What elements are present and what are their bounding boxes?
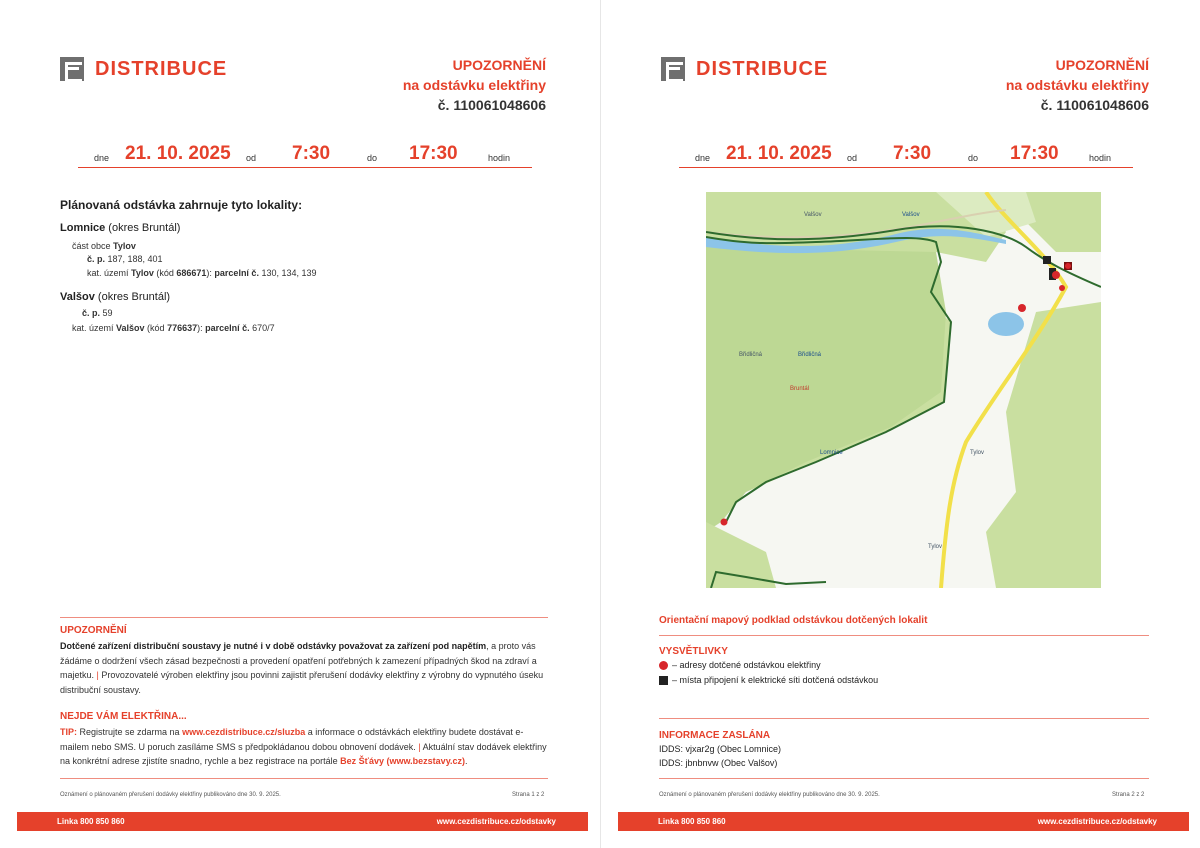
brand-logo — [661, 57, 828, 81]
page-number: Strana 2 z 2 — [1112, 792, 1145, 798]
black-square-icon — [659, 676, 668, 685]
map-caption: Orientační mapový podklad odstávkou dotčených lokalit — [659, 615, 928, 626]
date-line — [679, 143, 1133, 168]
locality-name: Valšov — [60, 291, 95, 303]
localities-heading: Plánovaná odstávka zahrnuje tyto lokality: — [60, 198, 303, 212]
hodin-label: hodin — [488, 153, 511, 163]
locality-detail: č. p. 59 — [82, 308, 113, 318]
notice-header — [1006, 55, 1149, 115]
footer-bar — [17, 812, 588, 831]
footer-url[interactable]: www.cezdistribuce.cz/odstavky — [1037, 817, 1157, 826]
map-label: Břidličná — [739, 352, 763, 358]
map-canvas — [706, 192, 1101, 588]
date-line — [78, 143, 532, 168]
info-line: IDDS: vjxar2g (Obec Lomnice) — [659, 744, 782, 754]
publication-note: Oznámení o plánovaném přerušení dodávky elektřiny publikováno dne 30. 9. 2025. — [60, 792, 281, 798]
od-label: od — [847, 153, 858, 163]
cez-logo-icon — [661, 57, 685, 81]
notice-subtitle: na odstávku elektřiny — [402, 77, 546, 93]
locality-district: (okres Bruntál) — [97, 291, 171, 303]
map-label: Valšov — [902, 212, 920, 218]
footer-phone: Linka 800 850 860 — [57, 817, 125, 826]
locality-detail: část obce Tylov — [72, 241, 136, 251]
footer-url[interactable]: www.cezdistribuce.cz/odstavky — [436, 817, 556, 826]
publication-note: Oznámení o plánovaném přerušení dodávky elektřiny publikováno dne 30. 9. 2025. — [659, 792, 880, 798]
do-label: do — [968, 153, 979, 163]
divider — [60, 778, 548, 779]
warning-title: UPOZORNĚNÍ — [60, 625, 127, 636]
map-label: Bruntál — [790, 386, 810, 392]
notice-title: UPOZORNĚNÍ — [452, 57, 546, 73]
outage-date: 21. 10. 2025 — [726, 143, 832, 164]
time-to: 17:30 — [409, 143, 458, 164]
divider — [659, 635, 1149, 636]
outage-map[interactable] — [706, 192, 1101, 588]
locality-detail: kat. území Valšov (kód 776637): parcelní č. 670/7 — [72, 323, 275, 333]
info-line: IDDS: jbnbnvw (Obec Valšov) — [659, 758, 778, 768]
page-number: Strana 1 z 2 — [512, 792, 545, 798]
time-from: 7:30 — [292, 143, 331, 164]
locality-name: Lomnice — [60, 222, 106, 234]
cez-logo-icon — [60, 57, 84, 81]
map-label: Valšov — [804, 212, 822, 218]
locality-detail: č. p. 187, 188, 401 — [87, 254, 163, 264]
map-label: Tylov — [928, 544, 943, 550]
divider — [659, 718, 1149, 719]
hodin-label: hodin — [1089, 153, 1112, 163]
legend-item-connection: – místa připojení k elektrické síti dotčená odstávkou — [659, 675, 878, 685]
notice-subtitle: na odstávku elektřiny — [1005, 77, 1149, 93]
brand-logo — [60, 57, 227, 81]
no-power-title: NEJDE VÁM ELEKTŘINA... — [60, 711, 187, 722]
service-link[interactable]: www.cezdistribuce.cz/sluzba — [182, 727, 306, 737]
legend-item-address: – adresy dotčené odstávkou elektřiny — [659, 660, 821, 670]
map-label: Lomnice — [820, 450, 843, 456]
bezstavy-link[interactable]: Bez Šťávy (www.bezstavy.cz) — [340, 756, 466, 766]
map-label: Břidličná — [798, 352, 822, 358]
locality-valsov — [60, 291, 170, 303]
notice-title: UPOZORNĚNÍ — [1055, 57, 1149, 73]
brand-name: DISTRIBUCE — [696, 57, 829, 80]
locality-detail: kat. území Tylov (kód 686671): parcelní č. 130, 134, 139 — [87, 268, 317, 278]
tip-text: TIP: Registrujte se zdarma na www.cezdistribuce.cz/sluzba a informace o odstávkách elektřiny budete dostávat e-mailem nebo SMS. U poruch zasíláme SMS s předpokládanou dobou obnovení dodávek. | Aktuální stav dodávek elektřiny na konkrétní adrese zjistíte snadno, rychle a bez registrace na portále Bez Šťávy (www.bezstavy.cz). — [60, 727, 547, 766]
red-dot-icon — [659, 661, 668, 670]
brand-name: DISTRIBUCE — [95, 57, 228, 80]
outage-date: 21. 10. 2025 — [125, 143, 231, 164]
dne-label: dne — [695, 153, 711, 163]
do-label: do — [367, 153, 378, 163]
locality-district: (okres Bruntál) — [108, 222, 181, 234]
notice-number: č. 110061048606 — [1040, 97, 1149, 113]
info-title: INFORMACE ZASLÁNA — [659, 730, 771, 741]
dne-label: dne — [94, 153, 110, 163]
legend-title: VYSVĚTLIVKY — [659, 646, 728, 657]
time-to: 17:30 — [1010, 143, 1059, 164]
footer-phone: Linka 800 850 860 — [658, 817, 726, 826]
od-label: od — [246, 153, 257, 163]
divider — [659, 778, 1149, 779]
locality-lomnice — [60, 222, 180, 234]
warning-text: Dotčené zařízení distribuční soustavy je nutné i v době odstávky považovat za zařízení pod napětím, a proto vás žádáme o dodržení všech zásad bezpečnosti a provedení opatření potřebných k zamezení případných škod na zdraví a majetku. | Provozovatelé výroben elektřiny jsou povinni zajistit přerušení dodávky elektřiny z výrobny do vypnutého úseku distribuční soustavy. — [60, 641, 544, 695]
time-from: 7:30 — [893, 143, 932, 164]
footer-bar — [618, 812, 1189, 831]
notice-number: č. 110061048606 — [437, 97, 546, 113]
divider — [60, 617, 548, 618]
map-label: Tylov — [970, 450, 985, 456]
notice-header — [403, 55, 546, 115]
